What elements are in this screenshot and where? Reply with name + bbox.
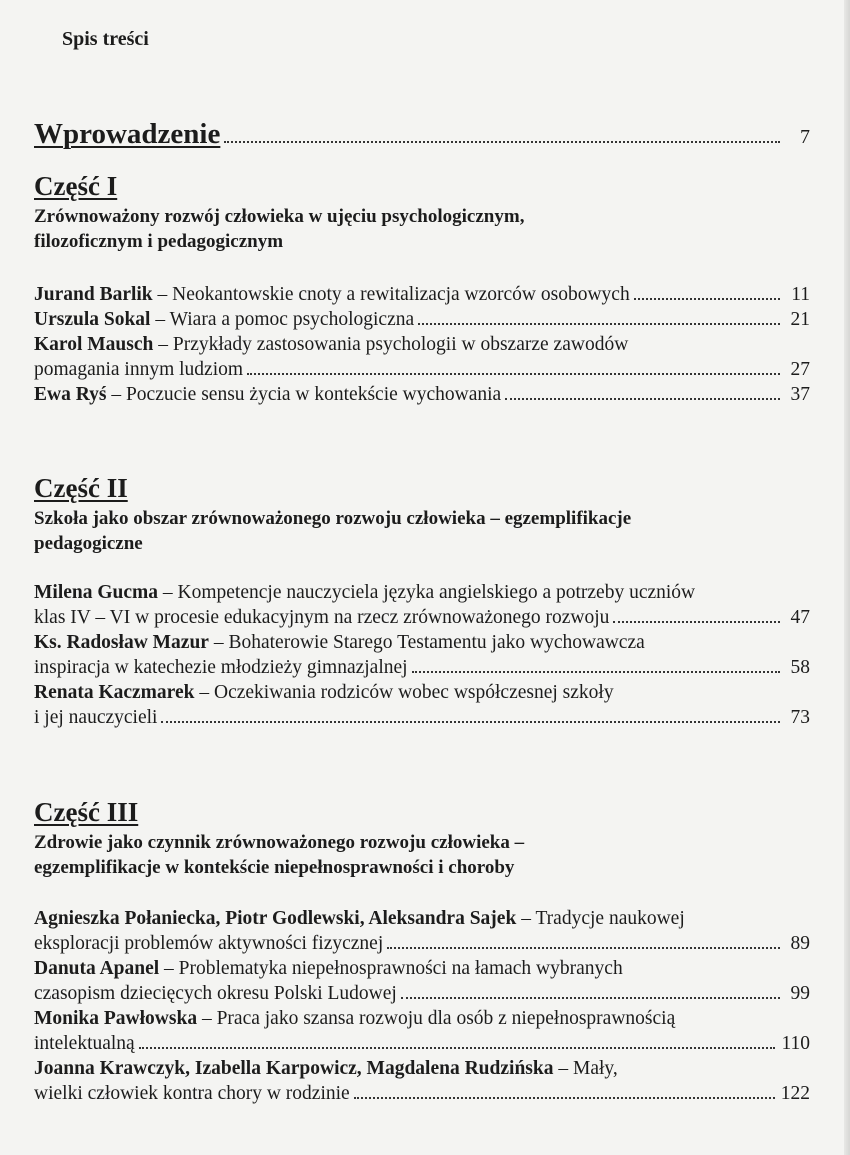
part-3 — [34, 796, 810, 1106]
part-title: Część II — [34, 473, 128, 503]
dot-leader — [505, 398, 780, 400]
dot-leader — [613, 621, 780, 623]
dot-leader — [224, 141, 780, 143]
toc-entry — [34, 680, 810, 730]
page-number: 99 — [790, 983, 810, 1004]
entry-title-line: – Kompetencje nauczyciela języka angielskiego a potrzeby uczniów — [158, 582, 696, 603]
page-number: 58 — [790, 657, 810, 678]
page-number: 7 — [800, 126, 810, 148]
entry-title-line: – Praca jako szansa rozwoju dla osób z niepełnosprawnością — [197, 1008, 676, 1029]
part-entries — [34, 580, 810, 730]
entry-author: Karol Mausch — [34, 334, 154, 355]
dot-leader — [161, 721, 780, 723]
part-subtitle-line: Szkoła jako obszar zrównoważonego rozwoju człowieka – egzemplifikacje — [34, 508, 632, 529]
entry-author: Danuta Apanel — [34, 958, 160, 979]
entry-title-line: intelektualną — [34, 1033, 135, 1054]
entry-author: Joanna Krawczyk, Izabella Karpowicz, Magdalena Rudzińska — [34, 1058, 554, 1079]
part-subtitle-line: egzemplifikacje w kontekście niepełnosprawności i choroby — [34, 857, 515, 878]
entry-author: Jurand Barlik — [34, 284, 153, 305]
dot-leader — [354, 1097, 775, 1099]
entry-title-line: – Oczekiwania rodziców wobec współczesnej szkoły — [194, 682, 614, 703]
entry-title-line: i jej nauczycieli — [34, 707, 158, 728]
entry-title-line: – Mały, — [553, 1058, 618, 1079]
page-number: 47 — [790, 607, 810, 628]
page-number: 122 — [780, 1083, 810, 1104]
part-entries — [34, 282, 810, 407]
part-1 — [34, 170, 810, 407]
page-number: 89 — [790, 933, 810, 954]
dot-leader — [412, 671, 780, 673]
entry-title-line: czasopism dziecięcych okresu Polski Ludowej — [34, 983, 397, 1004]
part-subtitle-line: pedagogiczne — [34, 533, 143, 554]
entry-title-line: – Bohaterowie Starego Testamentu jako wychowawcza — [208, 632, 645, 653]
toc-entry — [34, 332, 810, 382]
part-subtitle — [34, 830, 810, 880]
entry-author: Renata Kaczmarek — [34, 682, 195, 703]
entry-title-line: eksploracji problemów aktywności fizycznej — [34, 933, 384, 954]
page-number: 110 — [781, 1033, 810, 1054]
entry-author: Milena Gucma — [34, 582, 159, 603]
toc-entry — [34, 956, 810, 1006]
toc-entry — [34, 906, 810, 956]
part-2 — [34, 472, 810, 730]
page-number: 11 — [791, 284, 810, 305]
scan-edge — [844, 0, 850, 1155]
entry-author: Ewa Ryś — [34, 384, 107, 405]
entry-title: – Poczucie sensu życia w kontekście wychowania — [106, 384, 502, 405]
toc-intro-entry — [34, 118, 810, 151]
toc-entry — [34, 630, 810, 680]
page-number: 73 — [790, 707, 810, 728]
entry-title-line: – Problematyka niepełnosprawności na łamach wybranych — [159, 958, 623, 979]
entry-title-line: klas IV – VI w procesie edukacyjnym na rzecz zrównoważonego rozwoju — [34, 607, 610, 628]
dot-leader — [634, 298, 780, 300]
dot-leader — [139, 1047, 776, 1049]
entry-title-line: inspiracja w katechezie młodzieży gimnazjalnej — [34, 657, 408, 678]
entry-title: – Wiara a pomoc psychologiczna — [150, 309, 415, 330]
toc-entry — [34, 282, 810, 307]
dot-leader — [418, 323, 780, 325]
toc-entry — [34, 1056, 810, 1106]
entry-author: Ks. Radosław Mazur — [34, 632, 209, 653]
entry-title-line: wielki człowiek kontra chory w rodzinie — [34, 1083, 350, 1104]
page-header: Spis treści — [62, 28, 149, 50]
page-number: 21 — [790, 309, 810, 330]
part-entries — [34, 906, 810, 1106]
part-subtitle — [34, 204, 810, 254]
dot-leader — [401, 997, 780, 999]
part-subtitle-line: Zrównoważony rozwój człowieka w ujęciu psychologicznym, — [34, 206, 525, 227]
page-number: 37 — [790, 384, 810, 405]
part-title: Część I — [34, 171, 118, 201]
page-number: 27 — [790, 359, 810, 380]
intro-title: Wprowadzenie — [34, 118, 221, 150]
entry-author: Monika Pawłowska — [34, 1008, 198, 1029]
part-subtitle — [34, 506, 810, 556]
toc-entry — [34, 382, 810, 407]
entry-title-line: pomagania innym ludziom — [34, 359, 244, 380]
part-subtitle-line: Zdrowie jako czynnik zrównoważonego rozwoju człowieka – — [34, 832, 525, 853]
dot-leader — [247, 373, 780, 375]
entry-title: – Neokantowskie cnoty a rewitalizacja wzorców osobowych — [152, 284, 630, 305]
toc-entry — [34, 1006, 810, 1056]
dot-leader — [387, 947, 780, 949]
entry-author: Urszula Sokal — [34, 309, 151, 330]
entry-author: Agnieszka Połaniecka, Piotr Godlewski, Aleksandra Sajek — [34, 908, 517, 929]
toc-entry — [34, 307, 810, 332]
entry-title-line: – Przykłady zastosowania psychologii w obszarze zawodów — [153, 334, 629, 355]
toc-entry — [34, 580, 810, 630]
part-subtitle-line: filozoficznym i pedagogicznym — [34, 231, 284, 252]
entry-title-line: – Tradycje naukowej — [516, 908, 685, 929]
part-title: Część III — [34, 797, 139, 827]
